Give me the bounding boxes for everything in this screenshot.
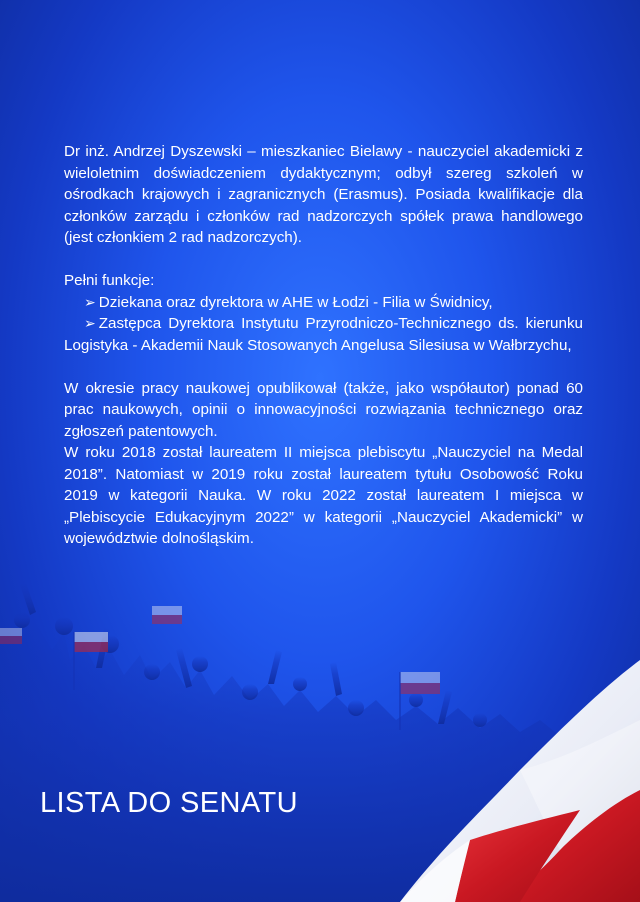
research-paragraph: W okresie pracy naukowej opublikował (także, jako współautor) ponad 60 prac naukowych, opinii o innowacyjności rozwiązania technicznego oraz zgłoszeń patentowych. [64, 379, 583, 440]
list-item [64, 292, 583, 314]
spacer [64, 249, 583, 271]
function-text: Zastępca Dyrektora Instytutu Przyrodniczo-Technicznego ds. kierunku Logistyka - Akademii Nauk Stosowanych Angelusa Silesiusa w Wałbrzychu, [64, 315, 583, 354]
arrow-bullet-icon: ➢ [84, 293, 96, 310]
intro-paragraph: Dr inż. Andrzej Dyszewski – mieszkaniec Bielawy - nauczyciel akademicki z wieloletnim doświadczeniem dydaktycznym; odbył szereg szkoleń w ośrodkach krajowych i zagranicznych (Erasmus). Posiada kwalifikacje dla członków zarządu i członków rad nadzorczych spółek prawa handlowego (jest członkiem 2 rad nadzorczych). [64, 143, 583, 246]
awards-paragraph: W roku 2018 został laureatem II miejsca plebiscytu „Nauczyciel na Medal 2018”. Natomiast w 2019 roku został laureatem tytułu Osobowość Roku 2019 w kategorii Nauka. W roku 2022 został laureatem I miejsca w „Plebiscycie Edukacyjnym 2022” w kategorii „Nauczyciel Akademicki” w województwie dolnośląskim. [64, 444, 583, 547]
function-text: Dziekana oraz dyrektora w AHE w Łodzi - Filia w Świdnicy, [98, 293, 493, 311]
list-item [64, 313, 583, 356]
spacer [64, 356, 583, 378]
bio-content [64, 141, 583, 550]
arrow-bullet-icon: ➢ [84, 315, 96, 331]
page-title: LISTA DO SENATU [40, 787, 298, 819]
functions-heading: Pełni funkcje: [64, 272, 155, 289]
functions-list [64, 292, 583, 357]
